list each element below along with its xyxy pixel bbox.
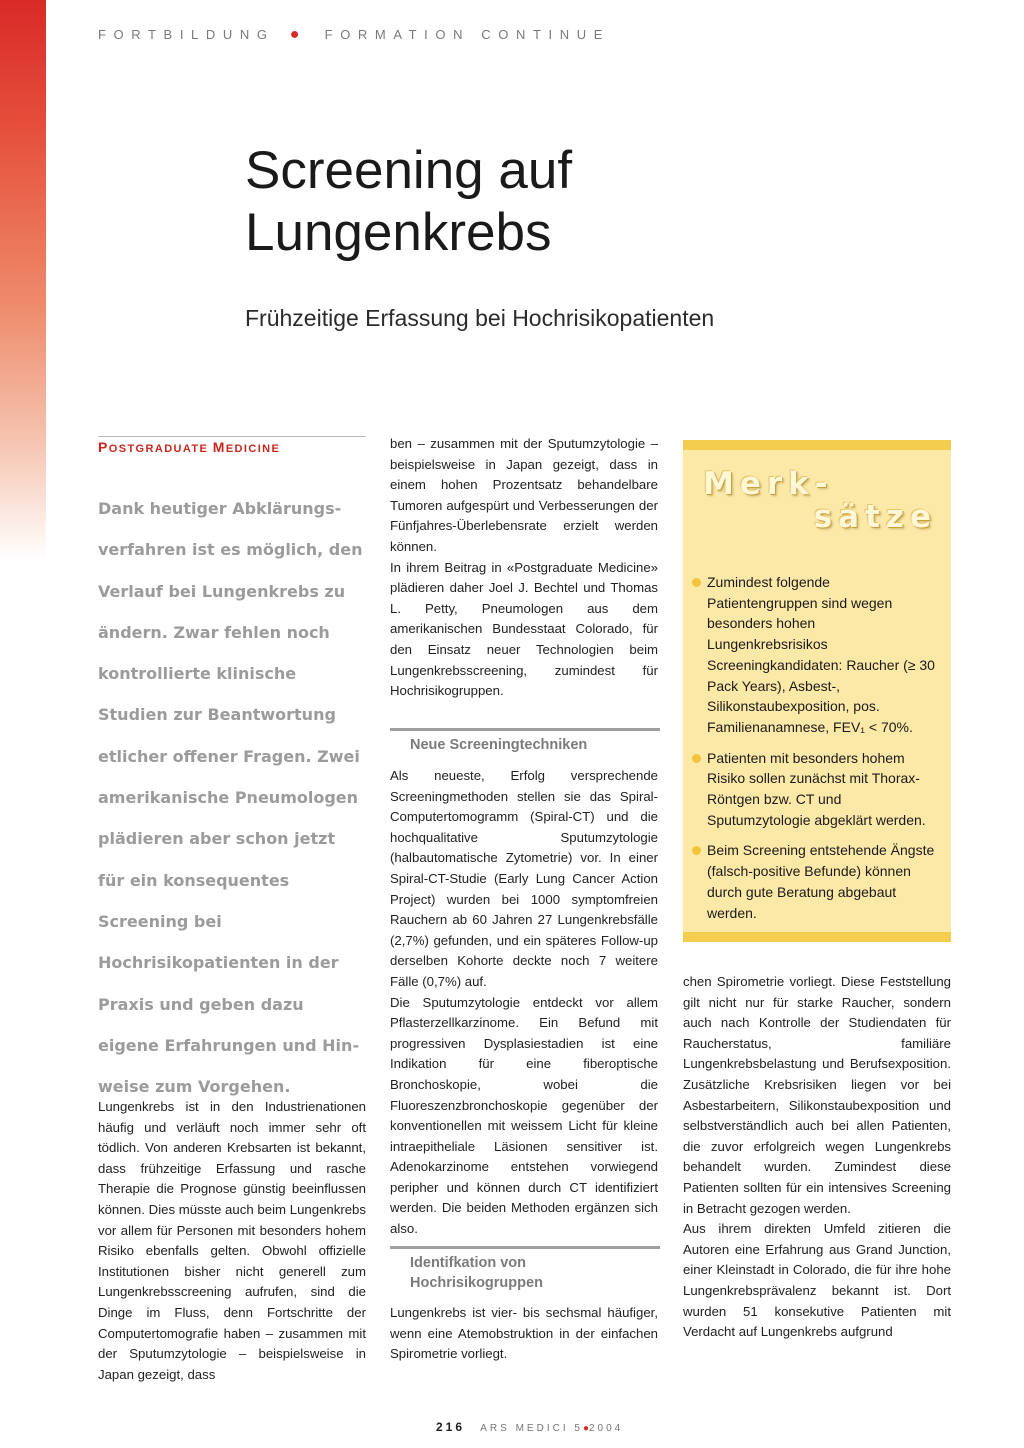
key-points-title-line2: sätze xyxy=(813,499,937,535)
body-paragraph: In ihrem Beitrag in «Postgraduate Medicine» plädieren daher Joel J. Bechtel und Thomas L. Petty, Pneumologen aus dem amerikanischen Bundesstaat Colorado, für den Einsatz neuer Technologien beim Lungenkrebsscreening, zumindest für Hochrisikogruppen. xyxy=(390,559,658,699)
body-paragraph: ben – zusammen mit der Sputumzytologie – beispielsweise in Japan gezeigt, dass in einem hohen Prozentsatz behandelbare Tumoren aufgespürt und Verbesserungen der Fünfjahres-Überlebensrate erzielt werden können. xyxy=(390,436,658,554)
red-dot-icon: ● xyxy=(289,26,300,43)
body-column-middle-top xyxy=(390,434,658,702)
key-point-text: Zumindest folgende Patientengruppen sind wegen besonders hohen Lungenkrebsrisikos Screeningkandidaten: Raucher (≥ 30 Pack Years), Asbest-, Silikonstaubexposition, pos. Familienanamnese, FEV₁ < 70%. xyxy=(707,574,935,735)
journal-name: ARS MEDICI 5 xyxy=(480,1423,583,1434)
section-header xyxy=(98,26,610,44)
source-label-cap2: M xyxy=(212,439,226,455)
body-paragraph: chen Spirometrie vorliegt. Diese Feststellung gilt nicht nur für starke Raucher, sondern auch nach Kontrolle der Studiendaten für Raucherstatus, familiäre Lungenkrebsbelastung und Berufsexposition. Zusätzliche Krebsrisiken liegen vor bei Asbestarbeitern, Silikonstaubexposition und selbstverständlich auch bei allen Patienten, die zuvor erfolgreich wegen Lungenkrebs behandelt wurden. Zumindest diese Patienten sollten für ein intensives Screening in Betracht gezogen werden. xyxy=(683,974,951,1216)
page-number: 216 xyxy=(436,1420,466,1434)
lead-paragraph: Dank heutiger Abklärungsverfahren ist es möglich, den Verlauf bei Lungenkrebs zu ändern. Zwar fehlen noch kontrollierte klinische Studien zur Beantwortung etlicher offener Fragen. Zwei amerikanische Pneumologen plädieren aber schon jetzt für ein konsequentes Screening bei Hochrisikopatienten in der Praxis und geben dazu eigene Erfahrungen und Hinweise zum Vorgehen. xyxy=(98,499,363,1097)
body-column-right xyxy=(683,972,951,1343)
key-points-title-line1: Merk- xyxy=(703,466,834,502)
key-point-text: Beim Screening entstehende Ängste (falsch-positive Befunde) können durch gute Beratung abgebaut werden. xyxy=(707,842,935,921)
bullet-dot-icon xyxy=(692,754,701,763)
body-paragraph: Die Sputumzytologie entdeckt vor allem Pflasterzellkarzinome. Ein Befund mit progressiven Dysplasiestadien ist eine Indikation für eine fiberoptische Bronchoskopie, wobei die Fluoreszenzbronchoskopie gegenüber der konventionellen mit weissem Licht für kleine intraepitheliale Läsionen sensitiver ist. Adenokarzinome entstehen vorwiegend peripher und können durch CT identifiziert werden. Die beiden Methoden ergänzen sich also. xyxy=(390,994,658,1237)
key-points-title xyxy=(703,468,943,534)
bullet-dot-icon xyxy=(692,578,701,587)
body-paragraph: Als neueste, Erfolg versprechende Screeningmethoden stellen sie das Spiral-Computertomogramm (Spiral-CT) und die hochqualitative Sputumzytologie (halbautomatische Zytometrie) vor. In einer Spiral-CT-Studie (Early Lung Cancer Action Project) wurden bei 1000 symptomfreien Rauchern ab 60 Jahren 27 Lungenkrebsfälle (2,7%) gefunden, und ein späteres Follow-up derselben Kohorte deckte noch 7 weitere Fälle (0,7%) auf. xyxy=(390,768,658,989)
page-footer xyxy=(436,1420,623,1434)
source-label xyxy=(98,436,366,455)
key-point-item xyxy=(691,840,939,923)
key-point-text: Patienten mit besonders hohem Risiko sollen zunächst mit Thorax-Röntgen bzw. CT und Sputumzytologie abgeklärt werden. xyxy=(707,749,926,828)
source-label-rest1: OSTGRADUATE xyxy=(108,443,209,455)
subheading-screening-techniques: Neue Screeningtechniken xyxy=(390,728,660,755)
article-title: Screening auf Lungenkrebs xyxy=(245,141,573,262)
decorative-edge-bar xyxy=(0,0,46,560)
key-points-box xyxy=(683,440,951,942)
body-column-middle-bottom xyxy=(390,1303,658,1365)
source-label-rest2: EDICINE xyxy=(225,443,281,455)
key-point-item xyxy=(691,748,939,831)
header-right: FORMATION CONTINUE xyxy=(324,27,610,42)
article-subtitle: Frühzeitige Erfassung bei Hochrisikopatienten xyxy=(245,305,715,331)
bullet-dot-icon xyxy=(692,846,701,855)
header-left: FORTBILDUNG xyxy=(98,27,275,42)
body-paragraph: Lungenkrebs ist vier- bis sechsmal häufiger, wenn eine Atemobstruktion in der einfachen Spirometrie vorliegt. xyxy=(390,1305,658,1362)
body-column-left xyxy=(98,1097,366,1385)
journal-year: 2004 xyxy=(589,1423,624,1434)
red-dot-icon: ● xyxy=(582,1423,589,1434)
subheading-risk-groups: Identifkation von Hochrisikogruppen xyxy=(390,1246,660,1293)
body-paragraph: Aus ihrem direkten Umfeld zitieren die Autoren eine Erfahrung aus Grand Junction, einer Kleinstadt in Colorado, die für ihre hohe Lungenkrebsprävalenz bekannt ist. Dort wurden 51 konsekutive Patienten mit Verdacht auf Lungenkrebs aufgrund xyxy=(683,1221,951,1340)
key-points-list xyxy=(691,572,939,933)
key-point-item xyxy=(691,572,939,738)
source-label-cap1: P xyxy=(98,439,109,455)
body-column-middle xyxy=(390,766,658,1240)
body-paragraph: Lungenkrebs ist in den Industrienationen häufig und verläuft noch immer sehr oft tödlich. Von anderen Krebsarten ist bekannt, dass frühzeitige Erfassung und rasche Therapie die Prognose günstig beeinflussen können. Dies müsste auch beim Lungenkrebs vor allem für Personen mit besonders hohem Risiko ebenfalls gelten. Obwohl offizielle Institutionen bisher nicht generell zum Lungenkrebsscreening aufrufen, sind die Dinge im Fluss, denn Fortschritte der Computertomografie haben – zusammen mit der Sputumzytologie – beispielsweise in Japan gezeigt, dass xyxy=(98,1099,366,1382)
